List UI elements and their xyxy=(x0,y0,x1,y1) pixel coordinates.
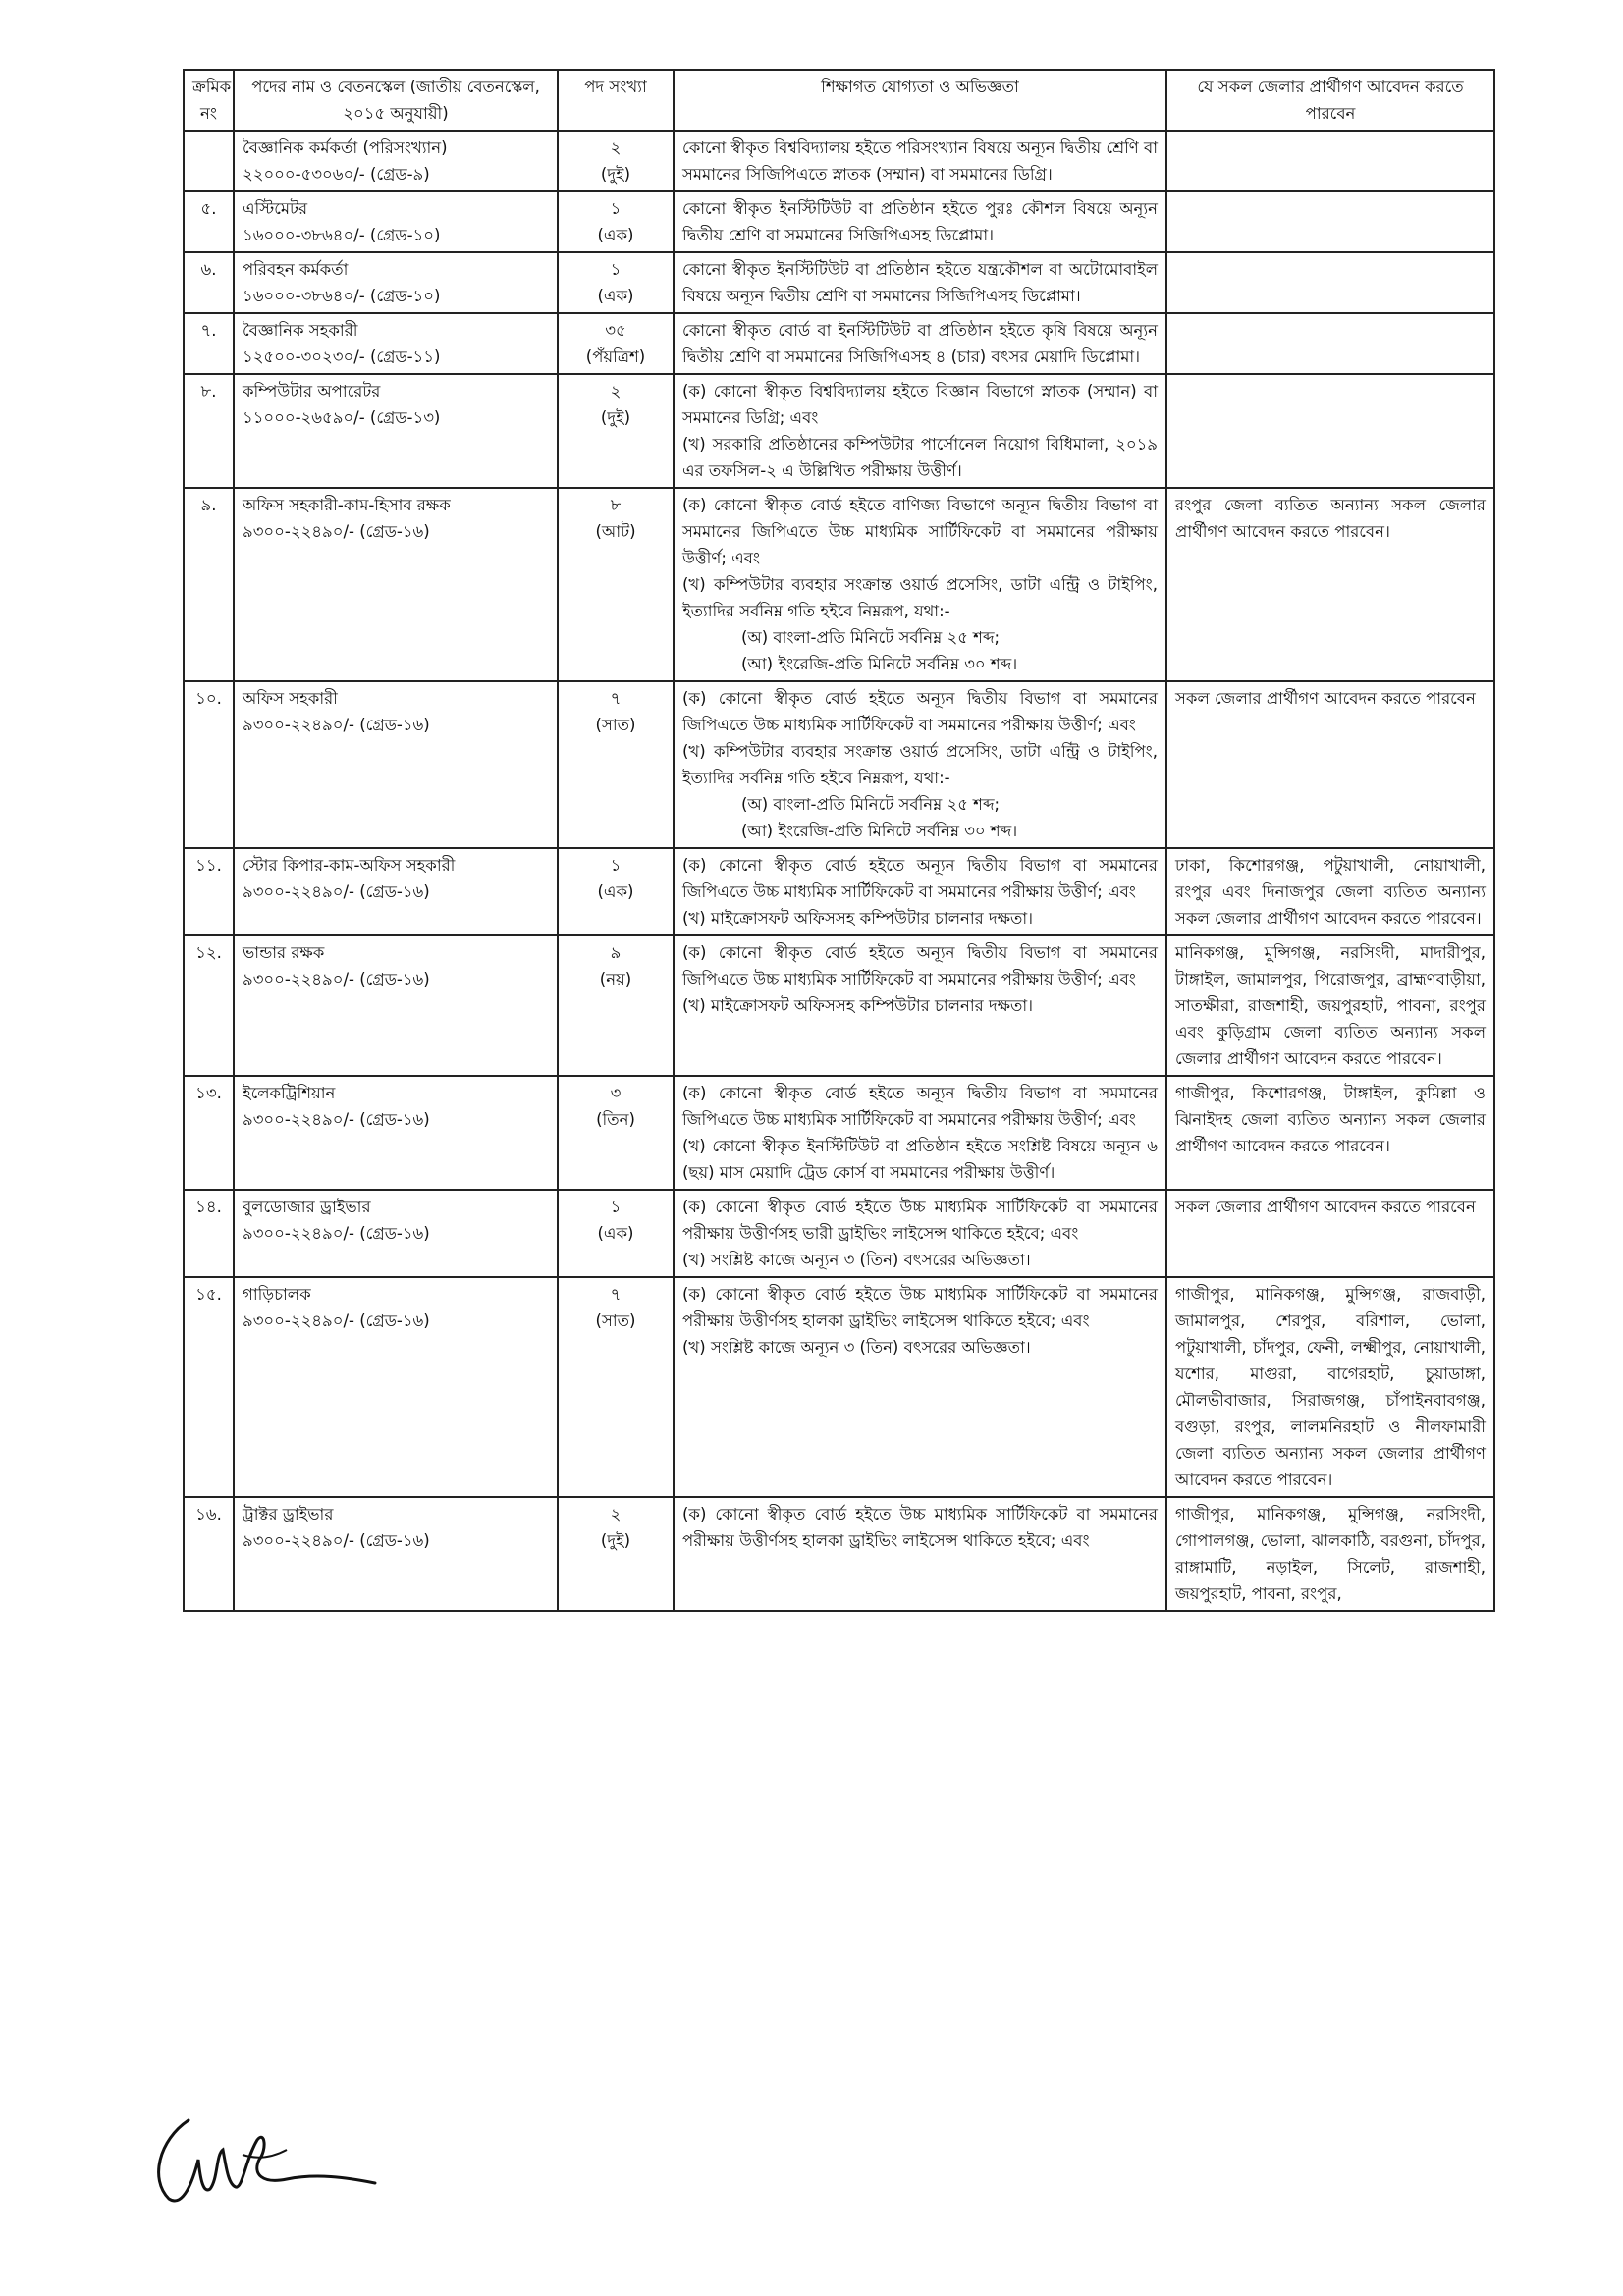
post-count: ১ xyxy=(610,199,622,218)
qualification-item: (ক) কোনো স্বীকৃত বোর্ড হইতে উচ্চ মাধ্যমিক সার্টিফিকেট বা সমমানের পরীক্ষায় উত্তীর্ণসহ হালকা ড্রাইভিং লাইসেন্স থাকিতে হইবে; এবং xyxy=(682,1285,1158,1330)
serial-cell: ৭. xyxy=(184,313,234,374)
post-count-words: (নয়) xyxy=(599,970,632,988)
post-cell xyxy=(234,131,558,191)
districts-cell: রংপুর জেলা ব্যতিত অন্যান্য সকল জেলার প্রার্থীগণ আবেদন করতে পারবেন। xyxy=(1166,488,1494,681)
header-count: পদ সংখ্যা xyxy=(558,70,674,131)
count-cell xyxy=(558,313,674,374)
table-row xyxy=(184,1497,1494,1611)
serial-cell: ৫. xyxy=(184,191,234,252)
table-row xyxy=(184,131,1494,191)
post-count-words: (এক) xyxy=(597,226,634,244)
districts-cell: সকল জেলার প্রার্থীগণ আবেদন করতে পারবেন xyxy=(1166,1190,1494,1277)
serial-cell: ১১. xyxy=(184,848,234,935)
qualification-item: কোনো স্বীকৃত ইনস্টিটিউট বা প্রতিষ্ঠান হইতে যন্ত্রকৌশল বা অটোমোবাইল বিষয়ে অন্যূন দ্বিতীয় শ্রেণি বা সমমানের সিজিপিএসহ ডিপ্লোমা। xyxy=(682,260,1158,305)
districts-cell xyxy=(1166,131,1494,191)
post-name: ইলেকট্রিশিয়ান xyxy=(243,1084,336,1102)
serial-cell: ১৫. xyxy=(184,1277,234,1497)
signature-image xyxy=(149,2101,385,2209)
qualification-cell xyxy=(674,374,1166,488)
table-row xyxy=(184,191,1494,252)
table-row xyxy=(184,252,1494,313)
pay-scale: ১৬০০০-৩৮৬৪০/- (গ্রেড-১০) xyxy=(243,226,441,244)
count-cell xyxy=(558,848,674,935)
post-name: পরিবহন কর্মকর্তা xyxy=(243,260,349,279)
qualification-cell xyxy=(674,488,1166,681)
post-name: এস্টিমেটর xyxy=(243,199,308,218)
serial-cell: ১৪. xyxy=(184,1190,234,1277)
pay-scale: ১৬০০০-৩৮৬৪০/- (গ্রেড-১০) xyxy=(243,287,441,305)
post-name: বৈজ্ঞানিক সহকারী xyxy=(243,321,358,340)
post-count: ২ xyxy=(610,382,622,400)
header-post: পদের নাম ও বেতনস্কেল (জাতীয় বেতনস্কেল, ২০১৫ অনুযায়ী) xyxy=(234,70,558,131)
table-row xyxy=(184,681,1494,848)
districts-cell: গাজীপুর, মানিকগঞ্জ, মুন্সিগঞ্জ, নরসিংদী, গোপালগঞ্জ, ভোলা, ঝালকাঠি, বরগুনা, চাঁদপুর, রাঙ্গামাটি, নড়াইল, সিলেট, রাজশাহী, জয়পুরহাট, পাবনা, রংপুর, xyxy=(1166,1497,1494,1611)
post-count: ১ xyxy=(610,856,622,875)
post-count: ৭ xyxy=(610,1285,622,1304)
count-cell xyxy=(558,374,674,488)
qualification-item: (অ) বাংলা-প্রতি মিনিটে সর্বনিম্ন ২৫ শব্দ; xyxy=(741,795,1001,814)
qualification-cell xyxy=(674,1497,1166,1611)
pay-scale: ৯৩০০-২২৪৯০/- (গ্রেড-১৬) xyxy=(243,882,430,901)
post-cell xyxy=(234,1277,558,1497)
qualification-cell xyxy=(674,131,1166,191)
districts-cell xyxy=(1166,313,1494,374)
table-row xyxy=(184,1076,1494,1190)
post-count-words: (দুই) xyxy=(600,408,631,427)
serial-cell: ৯. xyxy=(184,488,234,681)
qualification-item: (ক) কোনো স্বীকৃত বোর্ড হইতে অন্যূন দ্বিতীয় বিভাগ বা সমমানের জিপিএতে উচ্চ মাধ্যমিক সার্টিফিকেট বা সমমানের পরীক্ষায় উত্তীর্ণ; এবং xyxy=(682,689,1158,734)
qualification-item: (আ) ইংরেজি-প্রতি মিনিটে সর্বনিম্ন ৩০ শব্দ। xyxy=(741,822,1018,840)
post-cell xyxy=(234,935,558,1076)
qualification-item: (ক) কোনো স্বীকৃত বোর্ড হইতে অন্যূন দ্বিতীয় বিভাগ বা সমমানের জিপিএতে উচ্চ মাধ্যমিক সার্টিফিকেট বা সমমানের পরীক্ষায় উত্তীর্ণ; এবং xyxy=(682,856,1158,901)
districts-cell xyxy=(1166,252,1494,313)
post-name: বুলডোজার ড্রাইভার xyxy=(243,1198,371,1216)
post-count: ৭ xyxy=(610,689,622,708)
districts-cell: গাজীপুর, মানিকগঞ্জ, মুন্সিগঞ্জ, রাজবাড়ী, জামালপুর, শেরপুর, বরিশাল, ভোলা, পটুয়াখালী, চাঁদপুর, ফেনী, লক্ষ্মীপুর, নোয়াখালী, যশোর, মাগুরা, বাগেরহাট, চুয়াডাঙ্গা, মৌলভীবাজার, সিরাজগঞ্জ, চাঁপাইনবাবগঞ্জ, বগুড়া, রংপুর, লালমনিরহাট ও নীলফামারী জেলা ব্যতিত অন্যান্য সকল জেলার প্রার্থীগণ আবেদন করতে পারবেন। xyxy=(1166,1277,1494,1497)
post-cell xyxy=(234,252,558,313)
qualification-item: কোনো স্বীকৃত বোর্ড বা ইনস্টিটিউট বা প্রতিষ্ঠান হইতে কৃষি বিষয়ে অন্যূন দ্বিতীয় শ্রেণি বা সমমানের সিজিপিএসহ ৪ (চার) বৎসর মেয়াদি ডিপ্লোমা। xyxy=(682,321,1158,366)
post-count: ৩৫ xyxy=(605,321,626,340)
pay-scale: ৯৩০০-২২৪৯০/- (গ্রেড-১৬) xyxy=(243,1531,430,1550)
pay-scale: ৯৩০০-২২৪৯০/- (গ্রেড-১৬) xyxy=(243,716,430,734)
districts-cell xyxy=(1166,374,1494,488)
count-cell xyxy=(558,131,674,191)
qualification-cell xyxy=(674,681,1166,848)
qualification-item: (খ) সংশ্লিষ্ট কাজে অন্যূন ৩ (তিন) বৎসরের অভিজ্ঞতা। xyxy=(682,1338,1031,1357)
table-row xyxy=(184,1277,1494,1497)
qualification-cell xyxy=(674,935,1166,1076)
qualification-item: (খ) মাইক্রোসফট অফিসসহ কম্পিউটার চালনার দক্ষতা। xyxy=(682,909,1034,928)
qualification-item: (ক) কোনো স্বীকৃত বোর্ড হইতে অন্যূন দ্বিতীয় বিভাগ বা সমমানের জিপিএতে উচ্চ মাধ্যমিক সার্টিফিকেট বা সমমানের পরীক্ষায় উত্তীর্ণ; এবং xyxy=(682,1084,1158,1129)
post-count-words: (দুই) xyxy=(600,165,631,184)
qualification-cell xyxy=(674,313,1166,374)
qualification-item: (খ) সরকারি প্রতিষ্ঠানের কম্পিউটার পার্সোনেল নিয়োগ বিধিমালা, ২০১৯ এর তফসিল-২ এ উল্লিখিত পরীক্ষায় উত্তীর্ণ। xyxy=(682,435,1158,480)
qualification-item: (ক) কোনো স্বীকৃত বিশ্ববিদ্যালয় হইতে বিজ্ঞান বিভাগে স্নাতক (সম্মান) বা সমমানের ডিগ্রি; এবং xyxy=(682,382,1158,427)
qualification-item: (আ) ইংরেজি-প্রতি মিনিটে সর্বনিম্ন ৩০ শব্দ। xyxy=(741,655,1018,673)
districts-cell: গাজীপুর, কিশোরগঞ্জ, টাঙ্গাইল, কুমিল্লা ও ঝিনাইদহ জেলা ব্যতিত অন্যান্য সকল জেলার প্রার্থীগণ আবেদন করতে পারবেন। xyxy=(1166,1076,1494,1190)
post-count: ৯ xyxy=(610,943,622,962)
pay-scale: ৯৩০০-২২৪৯০/- (গ্রেড-১৬) xyxy=(243,522,430,541)
districts-cell: মানিকগঞ্জ, মুন্সিগঞ্জ, নরসিংদী, মাদারীপুর, টাঙ্গাইল, জামালপুর, পিরোজপুর, ব্রাহ্মণবাড়ীয়া, সাতক্ষীরা, রাজশাহী, জয়পুরহাট, পাবনা, রংপুর এবং কুড়িগ্রাম জেলা ব্যতিত অন্যান্য সকল জেলার প্রার্থীগণ আবেদন করতে পারবেন। xyxy=(1166,935,1494,1076)
header-districts: যে সকল জেলার প্রার্থীগণ আবেদন করতে পারবেন xyxy=(1166,70,1494,131)
post-count: ৩ xyxy=(610,1084,622,1102)
post-name: ট্রাক্টর ড্রাইভার xyxy=(243,1505,334,1523)
qualification-item: (ক) কোনো স্বীকৃত বোর্ড হইতে উচ্চ মাধ্যমিক সার্টিফিকেট বা সমমানের পরীক্ষায় উত্তীর্ণসহ হালকা ড্রাইভিং লাইসেন্স থাকিতে হইবে; এবং xyxy=(682,1505,1158,1550)
post-name: বৈজ্ঞানিক কর্মকর্তা (পরিসংখ্যান) xyxy=(243,138,448,157)
post-count-words: (আট) xyxy=(595,522,636,541)
pay-scale: ১১০০০-২৬৫৯০/- (গ্রেড-১৩) xyxy=(243,408,441,427)
qualification-item: (ক) কোনো স্বীকৃত বোর্ড হইতে বাণিজ্য বিভাগে অন্যূন দ্বিতীয় বিভাগ বা সমমানের জিপিএতে উচ্চ মাধ্যমিক সার্টিফিকেট বা সমমানের পরীক্ষায় উত্তীর্ণ; এবং xyxy=(682,496,1158,567)
post-cell xyxy=(234,313,558,374)
table-row xyxy=(184,488,1494,681)
serial-cell: ১০. xyxy=(184,681,234,848)
count-cell xyxy=(558,488,674,681)
qualification-item: (খ) সংশ্লিষ্ট কাজে অন্যূন ৩ (তিন) বৎসরের অভিজ্ঞতা। xyxy=(682,1251,1031,1269)
table-row xyxy=(184,313,1494,374)
post-count-words: (পঁয়ত্রিশ) xyxy=(585,347,646,366)
post-name: স্টোর কিপার-কাম-অফিস সহকারী xyxy=(243,856,456,875)
qualification-item: (ক) কোনো স্বীকৃত বোর্ড হইতে উচ্চ মাধ্যমিক সার্টিফিকেট বা সমমানের পরীক্ষায় উত্তীর্ণসহ ভারী ড্রাইভিং লাইসেন্স থাকিতে হইবে; এবং xyxy=(682,1198,1158,1243)
post-name: কম্পিউটার অপারেটর xyxy=(243,382,381,400)
qualification-item: (খ) মাইক্রোসফট অফিসসহ কম্পিউটার চালনার দক্ষতা। xyxy=(682,996,1034,1015)
count-cell xyxy=(558,191,674,252)
table-row xyxy=(184,374,1494,488)
post-cell xyxy=(234,681,558,848)
post-cell xyxy=(234,1190,558,1277)
post-cell xyxy=(234,374,558,488)
pay-scale: ২২০০০-৫৩০৬০/- (গ্রেড-৯) xyxy=(243,165,430,184)
qualification-item: (খ) কম্পিউটার ব্যবহার সংক্রান্ত ওয়ার্ড প্রসেসিং, ডাটা এন্ট্রি ও টাইপিং, ইত্যাদির সর্বনিম্ন গতি হইবে নিম্নরূপ, যথা:- xyxy=(682,742,1158,787)
post-count-words: (সাত) xyxy=(595,1311,636,1330)
qualification-cell xyxy=(674,1277,1166,1497)
pay-scale: ৯৩০০-২২৪৯০/- (গ্রেড-১৬) xyxy=(243,1224,430,1243)
table-row xyxy=(184,935,1494,1076)
serial-cell: ১৬. xyxy=(184,1497,234,1611)
post-cell xyxy=(234,1076,558,1190)
post-name: অফিস সহকারী-কাম-হিসাব রক্ষক xyxy=(243,496,451,514)
post-cell xyxy=(234,1497,558,1611)
pay-scale: ৯৩০০-২২৪৯০/- (গ্রেড-১৬) xyxy=(243,1311,430,1330)
count-cell xyxy=(558,1076,674,1190)
districts-cell xyxy=(1166,191,1494,252)
post-count: ২ xyxy=(610,1505,622,1523)
post-cell xyxy=(234,191,558,252)
serial-cell: ১২. xyxy=(184,935,234,1076)
qualification-cell xyxy=(674,848,1166,935)
header-qualification: শিক্ষাগত যোগ্যতা ও অভিজ্ঞতা xyxy=(674,70,1166,131)
qualification-cell xyxy=(674,191,1166,252)
serial-cell: ৮. xyxy=(184,374,234,488)
qualification-item: (খ) কম্পিউটার ব্যবহার সংক্রান্ত ওয়ার্ড প্রসেসিং, ডাটা এন্ট্রি ও টাইপিং, ইত্যাদির সর্বনিম্ন গতি হইবে নিম্নরূপ, যথা:- xyxy=(682,575,1158,620)
post-count-words: (এক) xyxy=(597,882,634,901)
header-serial: ক্রমিক নং xyxy=(184,70,234,131)
count-cell xyxy=(558,1277,674,1497)
serial-cell: ১৩. xyxy=(184,1076,234,1190)
pay-scale: ৯৩০০-২২৪৯০/- (গ্রেড-১৬) xyxy=(243,1110,430,1129)
table-row xyxy=(184,1190,1494,1277)
count-cell xyxy=(558,681,674,848)
pay-scale: ১২৫০০-৩০২৩০/- (গ্রেড-১১) xyxy=(243,347,441,366)
count-cell xyxy=(558,935,674,1076)
pay-scale: ৯৩০০-২২৪৯০/- (গ্রেড-১৬) xyxy=(243,970,430,988)
post-count-words: (তিন) xyxy=(596,1110,635,1129)
post-cell xyxy=(234,848,558,935)
serial-cell xyxy=(184,131,234,191)
recruitment-table xyxy=(183,69,1495,1612)
post-count-words: (এক) xyxy=(597,287,634,305)
post-count-words: (সাত) xyxy=(595,716,636,734)
qualification-item: কোনো স্বীকৃত বিশ্ববিদ্যালয় হইতে পরিসংখ্যান বিষয়ে অন্যূন দ্বিতীয় শ্রেণি বা সমমানের সিজিপিএতে স্নাতক (সম্মান) বা সমমানের ডিগ্রি। xyxy=(682,138,1158,184)
post-count: ১ xyxy=(610,260,622,279)
qualification-cell xyxy=(674,252,1166,313)
post-count-words: (এক) xyxy=(597,1224,634,1243)
qualification-item: কোনো স্বীকৃত ইনস্টিটিউট বা প্রতিষ্ঠান হইতে পুরঃ কৌশল বিষয়ে অন্যূন দ্বিতীয় শ্রেণি বা সমমানের সিজিপিএসহ ডিপ্লোমা। xyxy=(682,199,1158,244)
districts-cell: ঢাকা, কিশোরগঞ্জ, পটুয়াখালী, নোয়াখালী, রংপুর এবং দিনাজপুর জেলা ব্যতিত অন্যান্য সকল জেলার প্রার্থীগণ আবেদন করতে পারবেন। xyxy=(1166,848,1494,935)
post-cell xyxy=(234,488,558,681)
table-header-row xyxy=(184,70,1494,131)
table-body xyxy=(184,131,1494,1611)
table-row xyxy=(184,848,1494,935)
districts-cell: সকল জেলার প্রার্থীগণ আবেদন করতে পারবেন xyxy=(1166,681,1494,848)
recruitment-table-sheet xyxy=(183,69,1493,1612)
post-count: ২ xyxy=(610,138,622,157)
qualification-cell xyxy=(674,1076,1166,1190)
post-count: ১ xyxy=(610,1198,622,1216)
qualification-item: (ক) কোনো স্বীকৃত বোর্ড হইতে অন্যূন দ্বিতীয় বিভাগ বা সমমানের জিপিএতে উচ্চ মাধ্যমিক সার্টিফিকেট বা সমমানের পরীক্ষায় উত্তীর্ণ; এবং xyxy=(682,943,1158,988)
count-cell xyxy=(558,252,674,313)
post-name: গাড়িচালক xyxy=(243,1285,311,1304)
post-name: ভান্ডার রক্ষক xyxy=(243,943,325,962)
qualification-item: (অ) বাংলা-প্রতি মিনিটে সর্বনিম্ন ২৫ শব্দ; xyxy=(741,628,1001,647)
post-count: ৮ xyxy=(610,496,622,514)
count-cell xyxy=(558,1497,674,1611)
qualification-cell xyxy=(674,1190,1166,1277)
post-count-words: (দুই) xyxy=(600,1531,631,1550)
post-name: অফিস সহকারী xyxy=(243,689,338,708)
count-cell xyxy=(558,1190,674,1277)
qualification-item: (খ) কোনো স্বীকৃত ইনস্টিটিউট বা প্রতিষ্ঠান হইতে সংশ্লিষ্ট বিষয়ে অন্যূন ৬ (ছয়) মাস মেয়াদি ট্রেড কোর্স বা সমমানের পরীক্ষায় উত্তীর্ণ। xyxy=(682,1137,1158,1182)
serial-cell: ৬. xyxy=(184,252,234,313)
